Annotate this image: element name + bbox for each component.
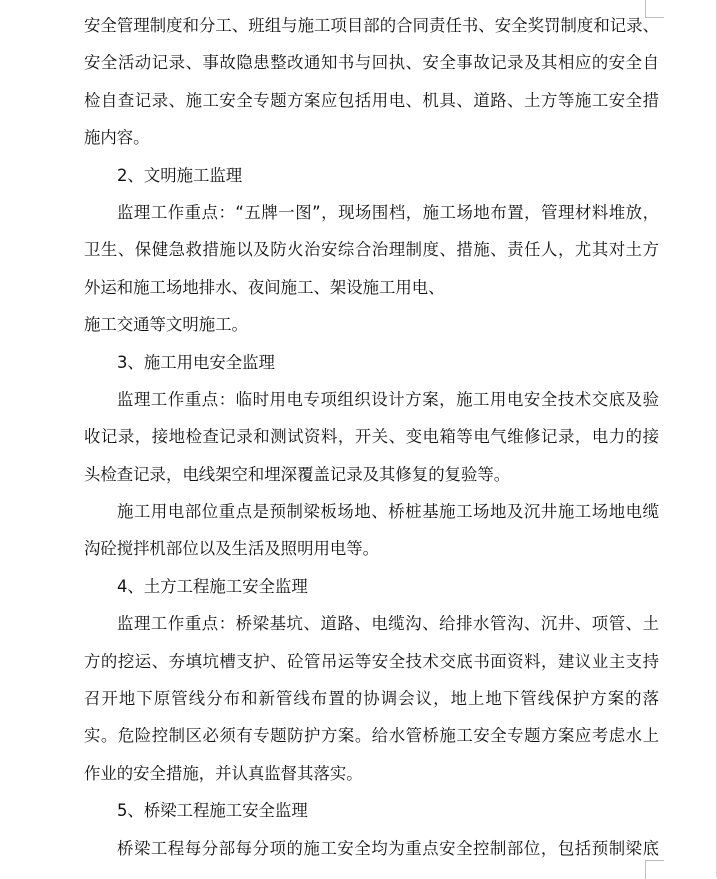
text-line: 2、文明施工监理 — [117, 165, 243, 185]
document-body-text — [84, 7, 659, 867]
text-line: 监理工作重点：“五牌一图”，现场围档，施工场地布置，管理材料堆放， — [117, 202, 659, 222]
text-line: 监理工作重点：桥梁基坑、道路、电缆沟、给排水管沟、沉井、项管、土 — [117, 614, 659, 634]
text-line: 桥梁工程每分部每分项的施工安全均为重点安全控制部位，包括预制梁底 — [117, 838, 659, 858]
text-line: 安全管理制度和分工、班组与施工项目部的合同责任书、安全奖罚制度和记录、 — [84, 16, 659, 35]
text-line: 5、桥梁工程施工安全监理 — [117, 801, 308, 821]
text-line: 收记录，接地检查记录和测试资料，开关、变电箱等电气维修记录，电力的接 — [84, 427, 659, 447]
text-line: 施内容。 — [84, 128, 150, 148]
text-line: 监理工作重点：临时用电专项组织设计方案，施工用电安全技术交底及验 — [117, 389, 659, 409]
text-line: 方的挖运、夯填坑槽支护、砼管吊运等安全技术交底书面资料，建议业主支持 — [84, 651, 659, 671]
text-line: 作业的安全措施，并认真监督其落实。 — [84, 763, 363, 783]
text-line: 检自查记录、施工安全专题方案应包括用电、机具、道路、土方等施工安全措 — [84, 90, 659, 110]
text-line: 沟砼搅拌机部位以及生活及照明用电等。 — [84, 539, 380, 559]
text-line: 实。危险控制区必须有专题防护方案。给水管桥施工安全专题方案应考虑水上 — [84, 726, 659, 746]
text-line: 召开地下原管线分布和新管线布置的协调会议，地上地下管线保护方案的落 — [84, 689, 659, 709]
text-line: 安全活动记录、事故隐患整改通知书与回执、安全事故记录及其相应的安全自 — [84, 53, 659, 73]
text-line: 施工交通等文明施工。 — [84, 315, 248, 335]
text-line: 头检查记录，电线架空和埋深覆盖记录及其修复的复验等。 — [84, 464, 511, 484]
text-line: 卫生、保健急救措施以及防火治安综合治理制度、措施、责任人，尤其对土方 — [84, 240, 659, 260]
text-line: 施工用电部位重点是预制梁板场地、桥桩基施工场地及沉井施工场地电缆 — [117, 502, 659, 522]
text-line: 外运和施工场地排水、夜间施工、架设施工用电、 — [84, 277, 445, 297]
text-line: 4、土方工程施工安全监理 — [117, 576, 308, 596]
text-line: 3、施工用电安全监理 — [117, 352, 275, 372]
